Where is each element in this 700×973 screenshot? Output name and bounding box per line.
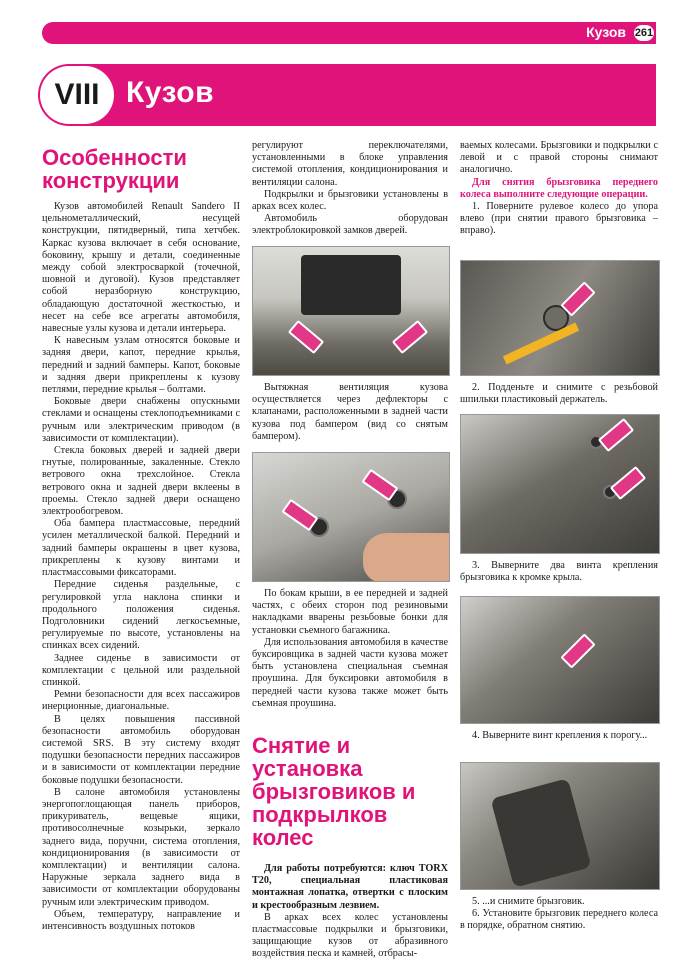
column-2-section [252, 734, 448, 961]
section-heading-features: Особенности конструкции [42, 145, 187, 193]
column-1 [42, 146, 240, 933]
paragraph: Автомобиль оборудован электроблокировкой замков дверей. [252, 213, 448, 237]
paragraph: Боковые двери снабжены опускными стеклами и оснащены стеклоподъемниками с ручным или электрическим приводом (в зависимости от комплектации). [42, 396, 240, 444]
step-1: 1. Поверните рулевое колесо до упора влево (при снятии правого брызговика – вправо). [460, 201, 658, 237]
header-bar [42, 22, 656, 44]
paragraph: Подкрылки и брызговики установлены в арках всех колес. [252, 188, 448, 213]
paragraph: В арках всех колес установлены пластмассовые подкрылки и брызговики, защищающие кузов от абразивного воздействия песка и камней, отбрасы- [252, 911, 448, 960]
mudguard [490, 778, 591, 888]
photo-step-2 [460, 260, 660, 376]
column-3-caption-4 [460, 730, 658, 742]
column-3-captions-end [460, 896, 658, 933]
paragraph: Заднее сиденье в зависимости от комплектации с цельной или раздельной спинкой. [42, 652, 240, 688]
step-3: 3. Выверните два винта крепления брызговика к кромке крыла. [460, 560, 658, 584]
column-3-caption-2 [460, 382, 658, 406]
pointer-arrow-icon [610, 466, 646, 500]
paragraph: По бокам крыши, в ее передней и задней частях, с обеих сторон под резиновыми накладками вварены резьбовые бонки для установки съемного багажника. [252, 588, 448, 636]
paragraph: регулируют переключателями, установленными в блоке управления системой отопления, кондиционирования и вентиляции салона. [252, 140, 448, 188]
paragraph: Ремни безопасности для всех пассажиров инерционные, диагональные. [42, 689, 240, 713]
step-6: 6. Установите брызговик переднего колеса в порядке, обратном снятию. [460, 908, 658, 932]
paragraph: Объем, температуру, направление и интенсивность воздушных потоков [42, 908, 240, 932]
column-3 [460, 140, 658, 238]
step-4: 4. Выверните винт крепления к порогу... [472, 730, 648, 741]
paragraph: Кузов автомобилей Renault Sandero II цельнометаллический, несущей конструкции, пятидверный, типа хетчбек. Каркас кузова включает в себя основание, боковину, крышу и детали, соединенные между собой электросваркой (точечной, шовной и дуговой). Кузов представляет собой неразборную конструкцию, обладающую достаточной жесткостью, и несет на себе все агрегаты автомобиля, навесные узлы кузова и детали интерьера. [42, 201, 240, 335]
step-5: 5. ...и снимите брызговик. [472, 896, 585, 907]
tools-paragraph [252, 863, 448, 912]
paragraph: В салоне автомобиля установлены энергопоглощающая панель приборов, прикуриватель, вещевые ящики, противосолнечные козырьки, зеркало заднего вида, поручни, система отопления, кондиционирования (в зависимости от комплектации) и вентиляции салона. Наружные зеркала заднего вида в зависимости от комплектации оборудованы ручным или электрическим приводом. [42, 786, 240, 908]
photo-step-4 [460, 596, 660, 724]
column-2-caption [252, 382, 448, 443]
header-section: Кузов [586, 24, 626, 40]
photo-step-3 [460, 414, 660, 554]
column-2-lower [252, 588, 448, 710]
tools-label: Для работы потребуются: [264, 863, 387, 874]
paragraph: К навесным узлам относятся боковые и задняя двери, капот, передние крылья, передний и задний бамперы. Капот, боковые и задняя двери прикреплены к кузову петлями, передние крылья – болтами. [42, 335, 240, 396]
photo-roof-rack-bosses [252, 452, 450, 582]
section-heading-mudguards: Снятие и установка брызговиков и подкрылков колес [252, 733, 416, 850]
paragraph: ваемых колесами. Брызговики и подкрылки с левой и с правой стороны снимают аналогично. [460, 140, 658, 176]
paragraph: Для использования автомобиля в качестве буксировщика в задней части кузова может быть установлена специальная съемная проушина. Для буксировки автомобиля в передней части кузова также может быть съемная проушина. [252, 636, 448, 709]
column-3-caption-3 [460, 560, 658, 584]
chapter-number: VIII [40, 66, 114, 124]
page-number: 261 [632, 23, 656, 43]
pry-tool [503, 323, 579, 365]
photo-caption: Вытяжная вентиляция кузова осуществляется через дефлекторы с клапанами, расположенными в задней части кузова под бампером (вид со снятым бампером). [252, 382, 448, 442]
pointer-arrow-icon [288, 320, 324, 354]
pointer-arrow-icon [598, 418, 634, 452]
photo-step-5 [460, 762, 660, 890]
hand [363, 533, 450, 582]
instruction-text: Для снятия брызговика переднего колеса выполните следующие операции. [460, 176, 658, 200]
photo-rear-vent-deflectors [252, 246, 450, 376]
chapter-title: Кузов [126, 76, 215, 109]
pointer-arrow-icon [392, 320, 428, 354]
paragraph: В целях повышения пассивной безопасности автомобиль оборудован системой SRS. В эту систему входят подушки безопасности передних пассажиров и в зависимости от комплектации передние боковые подушки безопасности. [42, 713, 240, 786]
column-2 [252, 140, 448, 238]
paragraph: Передние сиденья раздельные, с регулировкой угла наклона спинки и продольного положения сиденья. Подголовники сидений легкосъемные, регулируемые по высоте, установлены на спинках всех сидений. [42, 579, 240, 652]
step-2: 2. Подденьте и снимите с резьбовой шпильки пластиковый держатель. [460, 382, 658, 406]
pointer-arrow-icon [560, 633, 595, 668]
paragraph: Оба бампера пластмассовые, передний усилен металлической балкой. Передний и задний бамперы окрашены в цвет кузова, прикреплены к кузову винтами и пластмассовыми фиксаторами. [42, 518, 240, 579]
pointer-arrow-icon [560, 281, 595, 316]
trunk-opening [301, 255, 401, 315]
paragraph: Стекла боковых дверей и задней двери гнутые, полированные, закаленные. Стекло ветрового окна трехслойное. Стекла ветрового окна и задней двери вклеены в проемы. Стекло задней двери оснащено электрообогревом. [42, 445, 240, 518]
tools-list: ключ TORX T20, специальная пластиковая монтажная лопатка, отвертки с плоским и крестообразным лезвием. [252, 863, 448, 911]
